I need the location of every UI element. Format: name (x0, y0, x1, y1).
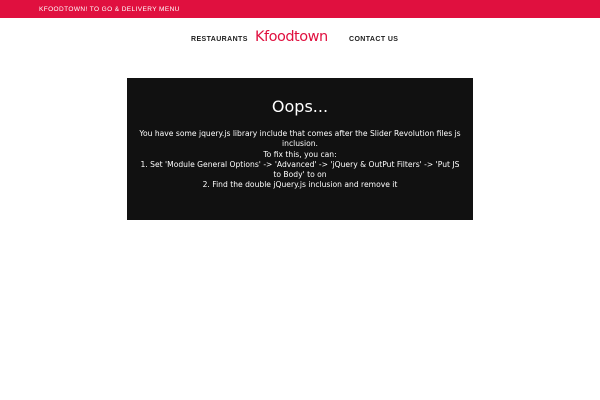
nav-restaurants-link[interactable]: RESTAURANTS (191, 36, 248, 43)
error-line-fix-step-1: 1. Set 'Module General Options' -> 'Advanced' -> 'jQuery & OutPut Filters' -> 'Put JS to Body' to on (140, 159, 460, 180)
site-logo[interactable]: Kfoodtown (255, 29, 328, 45)
error-line-fix-step-2: 2. Find the double jQuery.js inclusion and remove it (202, 180, 398, 190)
announcement-link[interactable]: KFOODTOWN! TO GO & DELIVERY MENU (39, 5, 180, 13)
nav-contact-link[interactable]: CONTACT US (349, 36, 399, 43)
error-line-description: You have some jquery.js library include that comes after the Slider Revolution files js inclusion. (139, 129, 461, 149)
slider-error-panel (127, 78, 473, 220)
top-announcement-bar (0, 0, 600, 18)
error-line-fix-intro: To fix this, you can: (263, 149, 337, 159)
error-message (137, 129, 463, 191)
error-title: Oops... (271, 97, 329, 116)
main-navigation (0, 18, 600, 60)
